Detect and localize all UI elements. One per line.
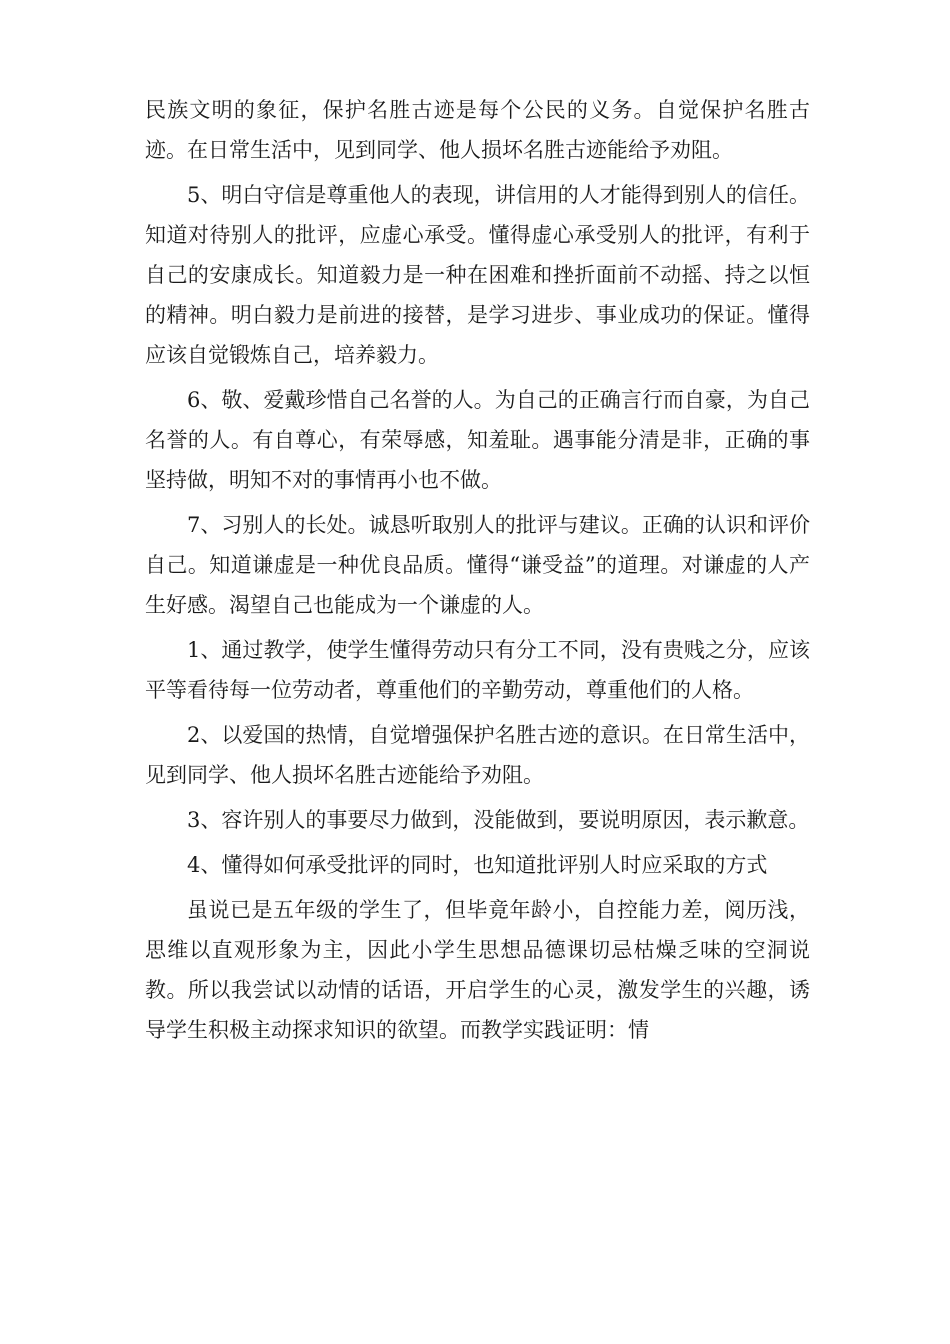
paragraph-item-5: 5、明白守信是尊重他人的表现，讲信用的人才能得到别人的信任。知道对待别人的批评，应虚心承受。懂得虚心承受别人的批评，有利于自己的安康成长。知道毅力是一种在困难和挫折面前不动摇、持之以恒的精神。明白毅力是前进的接替，是学习进步、事业成功的保证。懂得应该自觉锻炼自己，培养毅力。 [145,183,810,367]
paragraph-item-6: 6、敬、爱戴珍惜自己名誉的人。为自己的正确言行而自豪，为自己名誉的人。有自尊心，有荣辱感，知羞耻。遇事能分清是非，正确的事坚持做，明知不对的事情再小也不做。 [145,388,810,492]
paragraph-reflection: 虽说已是五年级的学生了，但毕竟年龄小，自控能力差，阅历浅，思维以直观形象为主，因此小学生思想品德课切忌枯燥乏味的空洞说教。所以我尝试以动情的话语，开启学生的心灵，激发学生的兴趣，诱导学生积极主动探求知识的欲望。而教学实践证明：情 [145,898,810,1042]
paragraph-goal-4: 4、懂得如何承受批评的同时，也知道批评别人时应采取的方式 [187,853,768,877]
paragraph-continuation: 民族文明的象征，保护名胜古迹是每个公民的义务。自觉保护名胜古迹。在日常生活中，见到同学、他人损坏名胜古迹能给予劝阻。 [145,98,810,162]
paragraph-item-7: 7、习别人的长处。诚恳听取别人的批评与建议。正确的认识和评价自己。知道谦虚是一种优良品质。懂得“谦受益”的道理。对谦虚的人产生好感。渴望自己也能成为一个谦虚的人。 [145,513,810,617]
paragraph-goal-1: 1、通过教学，使学生懂得劳动只有分工不同，没有贵贱之分，应该平等看待每一位劳动者，尊重他们的辛勤劳动，尊重他们的人格。 [145,638,810,702]
paragraph-goal-2: 2、以爱国的热情，自觉增强保护名胜古迹的意识。在日常生活中，见到同学、他人损坏名胜古迹能给予劝阻。 [145,723,810,787]
paragraph-goal-3: 3、容许别人的事要尽力做到，没能做到，要说明原因，表示歉意。 [187,808,810,832]
document-body [145,90,810,1055]
